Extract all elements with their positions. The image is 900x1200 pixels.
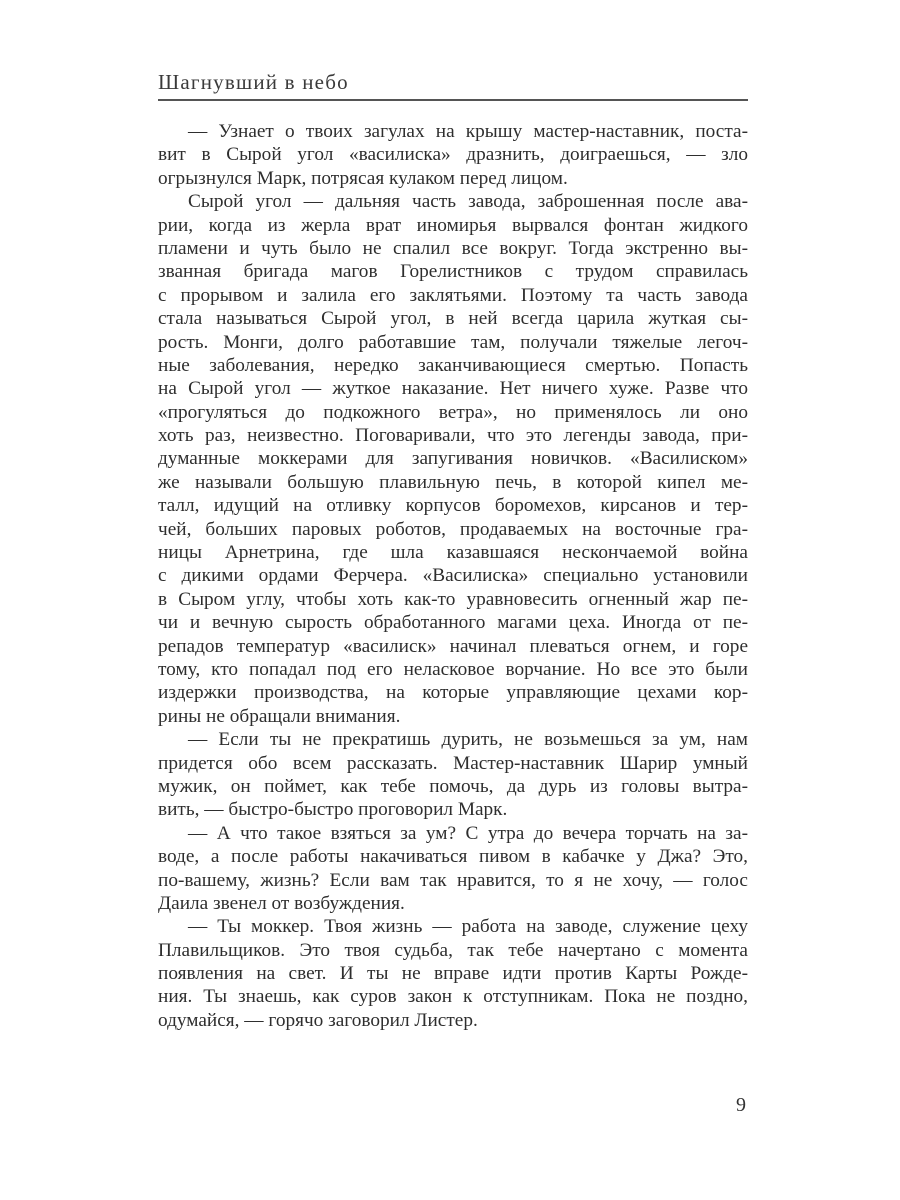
text-line: вить, — быстро-быстро проговорил Марк. bbox=[158, 799, 508, 821]
text-line: думанные моккерами для запугивания новичков. «Василиском» bbox=[158, 448, 748, 470]
body-text bbox=[158, 120, 748, 1032]
text-line: Плавильщиков. Это твоя судьба, так тебе начертано с момента bbox=[158, 939, 748, 961]
text-line: стала называться Сырой угол, в ней всегда царила жуткая сы- bbox=[158, 308, 748, 330]
text-line: издержки производства, на которые управляющие цехами кор- bbox=[158, 682, 748, 704]
text-line: же называли большую плавильную печь, в которой кипел ме- bbox=[158, 471, 748, 493]
paragraph bbox=[158, 915, 748, 1032]
text-line: ния. Ты знаешь, как суров закон к отступникам. Пока не поздно, bbox=[158, 986, 748, 1008]
text-line: — Узнает о твоих загулах на крышу мастер-наставник, поста- bbox=[188, 121, 748, 142]
text-line: пламени и чуть было не спалил все вокруг. Тогда экстренно вы- bbox=[158, 237, 748, 259]
text-line: тому, кто попадал под его неласковое ворчание. Но все это были bbox=[158, 658, 748, 680]
text-line: — Если ты не прекратишь дурить, не возьмешься за ум, нам bbox=[188, 729, 748, 751]
text-line: придется обо всем рассказать. Мастер-наставник Шарир умный bbox=[158, 752, 748, 774]
header-rule bbox=[158, 99, 748, 101]
text-line: рины не обращали внимания. bbox=[158, 705, 401, 727]
text-line: чи и вечную сырость обработанного магами цеха. Иногда от пе- bbox=[158, 612, 748, 634]
text-line: ницы Арнетрина, где шла казавшаяся нескончаемой война bbox=[158, 542, 748, 564]
page-number: 9 bbox=[736, 1094, 746, 1116]
text-line: на Сырой угол — жуткое наказание. Нет ничего хуже. Разве что bbox=[158, 378, 748, 400]
text-line: по-вашему, жизнь? Если вам так нравится, то я не хочу, — голос bbox=[158, 869, 748, 891]
text-line: ные заболевания, нередко заканчивающиеся смертью. Попасть bbox=[158, 354, 748, 376]
text-line: появления на свет. И ты не вправе идти против Карты Рожде- bbox=[158, 963, 748, 985]
paragraph bbox=[158, 822, 748, 916]
text-line: воде, а после работы накачиваться пивом в кабачке у Джа? Это, bbox=[158, 846, 748, 868]
paragraph bbox=[158, 728, 748, 822]
text-line: рии, когда из жерла врат иномирья вырвался фонтан жидкого bbox=[158, 214, 748, 236]
text-line: огрызнулся Марк, потрясая кулаком перед лицом. bbox=[158, 167, 568, 189]
text-line: мужик, он поймет, как тебе помочь, да дурь из головы вытра- bbox=[158, 775, 748, 797]
text-line: репадов температур «василиск» начинал плеваться огнем, и горе bbox=[158, 635, 748, 657]
text-line: рость. Монги, долго работавшие там, получали тяжелые легоч- bbox=[158, 331, 748, 353]
text-line: званная бригада магов Горелистников с трудом справилась bbox=[158, 261, 748, 283]
text-line: «прогуляться до подкожного ветра», но применялось ли оно bbox=[158, 401, 748, 423]
text-line: талл, идущий на отливку корпусов боромехов, кирсанов и тер- bbox=[158, 495, 748, 517]
text-line: вит в Сырой угол «василиска» дразнить, доиграешься, — зло bbox=[158, 144, 748, 166]
running-head-title: Шагнувший в небо bbox=[158, 70, 349, 94]
text-line: чей, больших паровых роботов, продаваемых на восточные гра- bbox=[158, 518, 748, 540]
text-line: хоть раз, неизвестно. Поговаривали, что это легенды завода, при- bbox=[158, 425, 748, 447]
text-line: с дикими ордами Ферчера. «Василиска» специально установили bbox=[158, 565, 748, 587]
text-line: — А что такое взяться за ум? С утра до вечера торчать на за- bbox=[188, 822, 748, 844]
text-line: Сырой угол — дальняя часть завода, заброшенная после ава- bbox=[188, 191, 748, 213]
text-line: с прорывом и залила его заклятьями. Поэтому та часть завода bbox=[158, 284, 748, 306]
paragraph bbox=[158, 190, 748, 728]
paragraph bbox=[158, 120, 748, 190]
text-line: — Ты моккер. Твоя жизнь — работа на заводе, служение цеху bbox=[188, 916, 748, 938]
text-line: в Сыром углу, чтобы хоть как-то уравновесить огненный жар пе- bbox=[158, 588, 748, 610]
text-line: одумайся, — горячо заговорил Листер. bbox=[158, 1009, 478, 1031]
text-line: Даила звенел от возбуждения. bbox=[158, 892, 405, 914]
